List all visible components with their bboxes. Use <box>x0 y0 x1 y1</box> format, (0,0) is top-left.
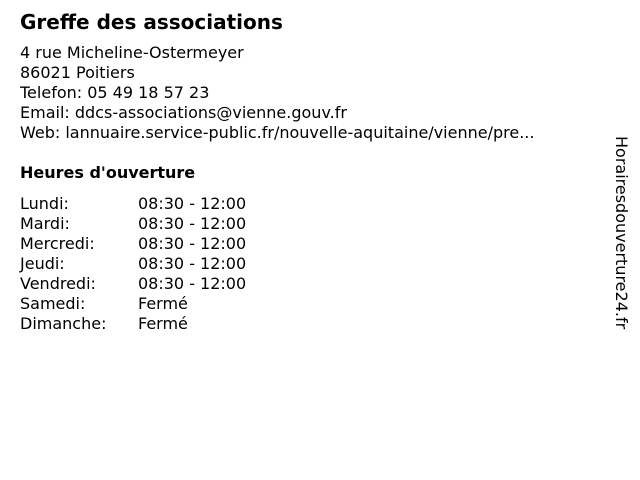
time-value: 08:30 - 12:00 <box>138 254 247 273</box>
time-value: 08:30 - 12:00 <box>138 234 247 253</box>
site-watermark: Horairesdouverture24.fr <box>612 136 631 330</box>
day-label: Lundi: <box>20 194 69 213</box>
day-label: Vendredi: <box>20 274 96 293</box>
day-label: Dimanche: <box>20 314 107 333</box>
day-label: Mercredi: <box>20 234 95 253</box>
address-block <box>20 43 534 143</box>
time-value: 08:30 - 12:00 <box>138 194 247 213</box>
email-address: Email: ddcs-associations@vienne.gouv.fr <box>20 103 347 122</box>
opening-hours-heading: Heures d'ouverture <box>20 163 196 182</box>
time-value: Fermé <box>138 294 188 313</box>
day-label: Samedi: <box>20 294 86 313</box>
time-value: 08:30 - 12:00 <box>138 214 247 233</box>
street-address: 4 rue Micheline-Ostermeyer <box>20 43 244 62</box>
time-value: Fermé <box>138 314 188 333</box>
time-value: 08:30 - 12:00 <box>138 274 247 293</box>
page-title: Greffe des associations <box>20 10 283 34</box>
website-url: Web: lannuaire.service-public.fr/nouvelle-aquitaine/vienne/pre... <box>20 123 535 142</box>
day-label: Mardi: <box>20 214 70 233</box>
day-label: Jeudi: <box>20 254 65 273</box>
postal-city: 86021 Poitiers <box>20 63 135 82</box>
phone-number: Telefon: 05 49 18 57 23 <box>20 83 210 102</box>
